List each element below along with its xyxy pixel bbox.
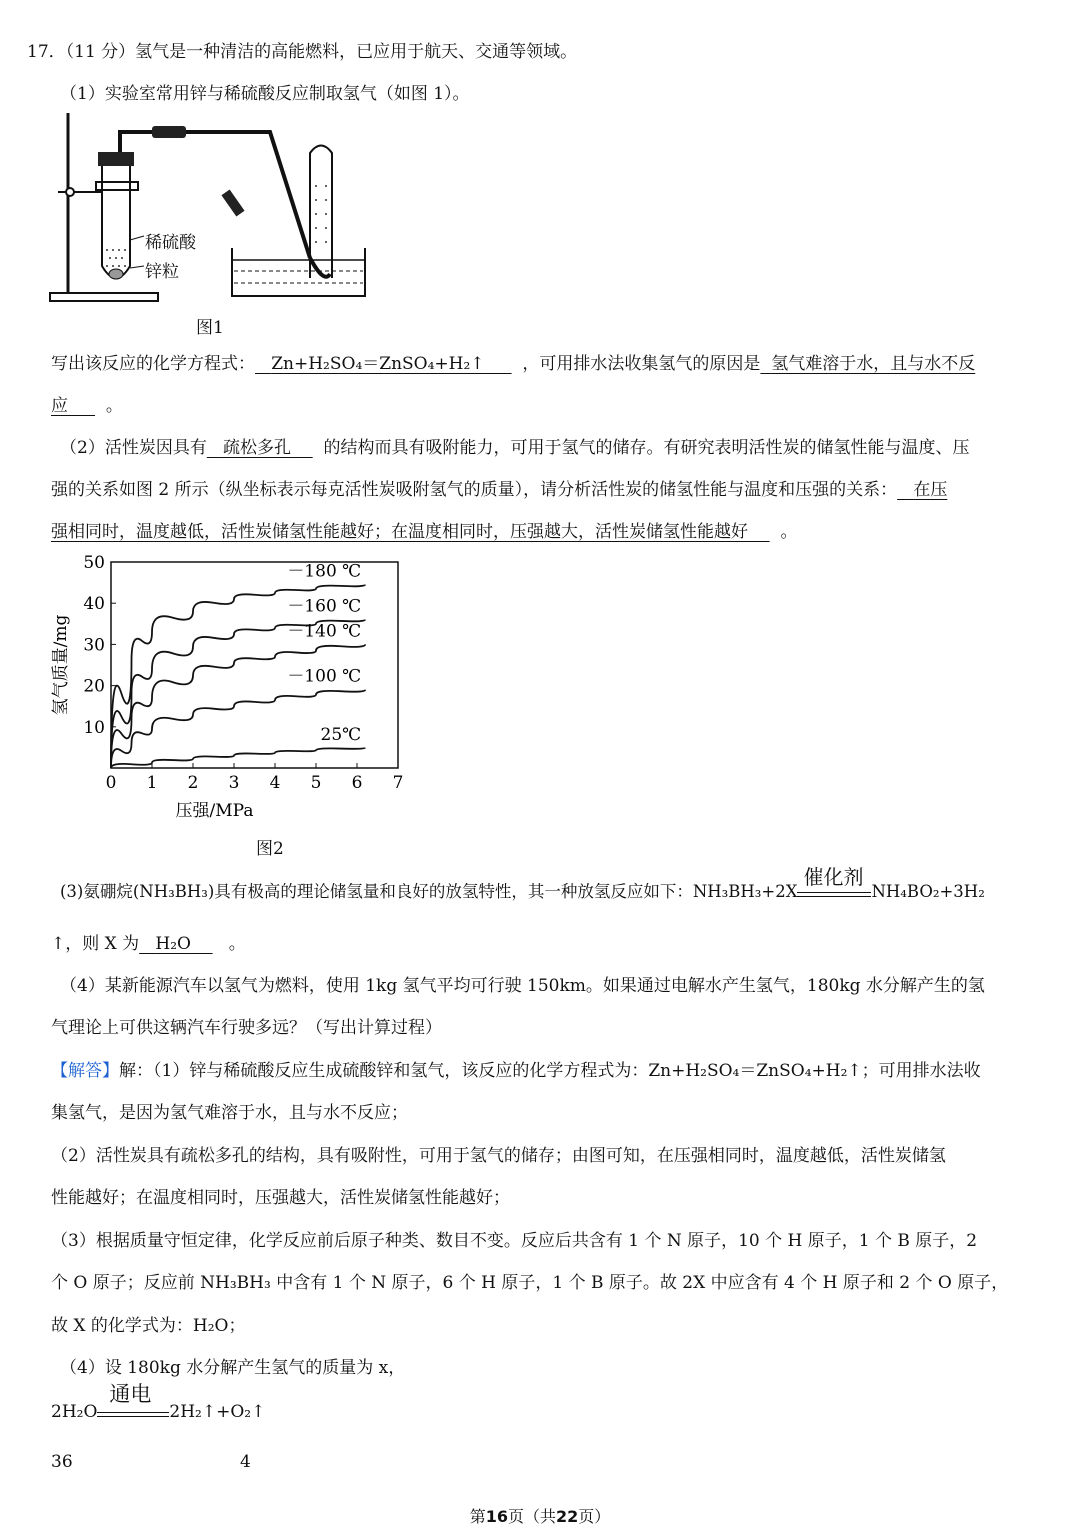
x-tick-label: 5 [310,773,322,793]
q4-line1: （4）某新能源汽车以氢气为燃料，使用 1kg 氢气平均可行驶 150km。如果通过电解水产生氢气，180kg 水分解产生的氢 [60,976,985,996]
part1-intro: （1）实验室常用锌与稀硫酸反应制取氢气（如图 1）。 [60,84,470,104]
q1-mid: ，可用排水法收集氢气的原因是 [522,354,761,374]
page-number: 16 [485,1507,508,1526]
x-tick-label: 1 [146,773,158,793]
q2-answer2-cont: 强相同时，温度越低，活性炭储氢性能越好；在温度相同时，压强越大，活性炭储氢性能越好 [51,522,748,542]
q1-reason-answer: 氢气难溶于水，且与水不反 [771,354,976,374]
q1-line2: 应 。 [51,396,123,416]
q2-line3: 强相同时，温度越低，活性炭储氢性能越好；在温度相同时，压强越大，活性炭储氢性能越好 。 [51,522,798,542]
q2-line2: 强的关系如图 2 所示（纵坐标表示每克活性炭吸附氢气的质量），请分析活性炭的储氢性能与温度和压强的关系： 在压 [51,480,948,500]
series-label: －160 ℃ [287,596,362,617]
q1-reason-answer-cont: 应 [51,396,68,416]
figure1-apparatus [40,108,380,308]
electrolysis-equation: 2H₂O 通电 2H₂↑+O₂↑ [51,1402,265,1423]
ratio-water: 36 [51,1452,73,1472]
q3-line1: (3)氨硼烷(NH₃BH₃)具有极高的理论储氢量和良好的放氢特性，其一种放氢反应如下：NH₃BH₃+2X 催化剂 NH₄BO₂+3H₂ [60,878,985,903]
solution-line7: 故 X 的化学式为：H₂O； [51,1316,246,1336]
y-tick-label: 10 [83,717,105,738]
condition-label: 通电 [109,1381,152,1406]
x-tick-label: 6 [351,773,363,793]
series-line [111,748,365,768]
x-tick-label: 3 [228,773,240,793]
y-axis-label: 氢气质量/mg [51,614,71,716]
x-axis-label: 压强/MPa [175,801,254,821]
y-tick-label: 20 [83,676,105,697]
y-tick-label: 50 [83,553,105,573]
figure1-caption: 图1 [196,318,224,338]
solution-line5: （3）根据质量守恒定律，化学反应前后原子种类、数目不变。反应后共含有 1 个 N 原子，10 个 H 原子，1 个 B 原子，2 [51,1231,978,1251]
zinc-granules [109,269,123,279]
collection-tube [310,146,332,279]
ratio-hydrogen: 4 [240,1452,251,1472]
q2-line1: （2）活性炭因具有 疏松多孔 的结构而具有吸附能力，可用于氢气的储存。有研究表明活性炭的储氢性能与温度、压 [60,438,970,458]
q2-answer2: 在压 [913,480,948,500]
stopper [98,152,134,166]
test-tube [102,163,130,278]
x-tick-label: 2 [187,773,199,793]
q1-lead: 写出该反应的化学方程式： [51,354,255,374]
solution-tag: 【解答】 [51,1061,119,1081]
q1-line1 [51,349,975,374]
solution-line4: 性能越好；在温度相同时，压强越大，活性炭储氢性能越好； [51,1188,510,1208]
series-label: －100 ℃ [287,666,362,687]
question-header: 17．（11 分）氢气是一种清洁的高能燃料，已应用于航天、交通等领域。 [27,42,578,62]
page-footer: 第16页（共22页） [469,1507,611,1526]
label-dilute-acid: 稀硫酸 [145,233,196,253]
q3-answer: H₂O [155,934,191,954]
water-trough [232,248,365,296]
q2-answer1: 疏松多孔 [223,438,292,458]
electrolysis-arrow [97,1381,169,1423]
q1-equation-answer: Zn+H₂SO₄＝ZnSO₄+H₂↑ [271,354,485,374]
total-pages: 22 [556,1507,579,1526]
solution-line6: 个 O 原子；反应前 NH₃BH₃ 中含有 1 个 N 原子，6 个 H 原子，1 个 B 原子。故 2X 中应含有 4 个 H 原子和 2 个 O 原子， [51,1273,1009,1293]
q3-line2: ↑，则 X 为 H₂O 。 [51,934,246,954]
stand-base [50,293,158,301]
y-tick-label: 30 [83,635,105,656]
catalyst-arrow [797,864,871,903]
y-tick-label: 40 [83,594,105,615]
figure2-caption: 图2 [256,839,284,859]
q4-line2: 气理论上可供这辆汽车行驶多远？（写出计算过程） [51,1018,442,1038]
figure2-chart [40,548,420,828]
series-label: －140 ℃ [287,621,362,642]
x-tick-label: 4 [269,773,281,793]
solution-line2: 集氢气，是因为氢气难溶于水，且与水不反应； [51,1103,408,1123]
x-tick-label: 7 [392,773,404,793]
solution-line3: （2）活性炭具有疏松多孔的结构，具有吸附性，可用于氢气的储存；由图可知，在压强相同时，温度越低，活性炭储氢 [51,1146,946,1166]
series-label: －180 ℃ [287,561,362,582]
solution-line8: （4）设 180kg 水分解产生氢气的质量为 x， [60,1358,406,1378]
label-zinc: 锌粒 [145,262,179,282]
series-label: 25℃ [320,724,362,745]
catalyst-label: 催化剂 [803,864,864,889]
x-tick-label: 0 [105,773,117,793]
solution-line1: 【解答】解：（1）锌与稀硫酸反应生成硫酸锌和氢气，该反应的化学方程式为：Zn+H₂SO₄＝ZnSO₄+H₂↑；可用排水法收 [51,1061,981,1081]
series-line [111,644,365,768]
